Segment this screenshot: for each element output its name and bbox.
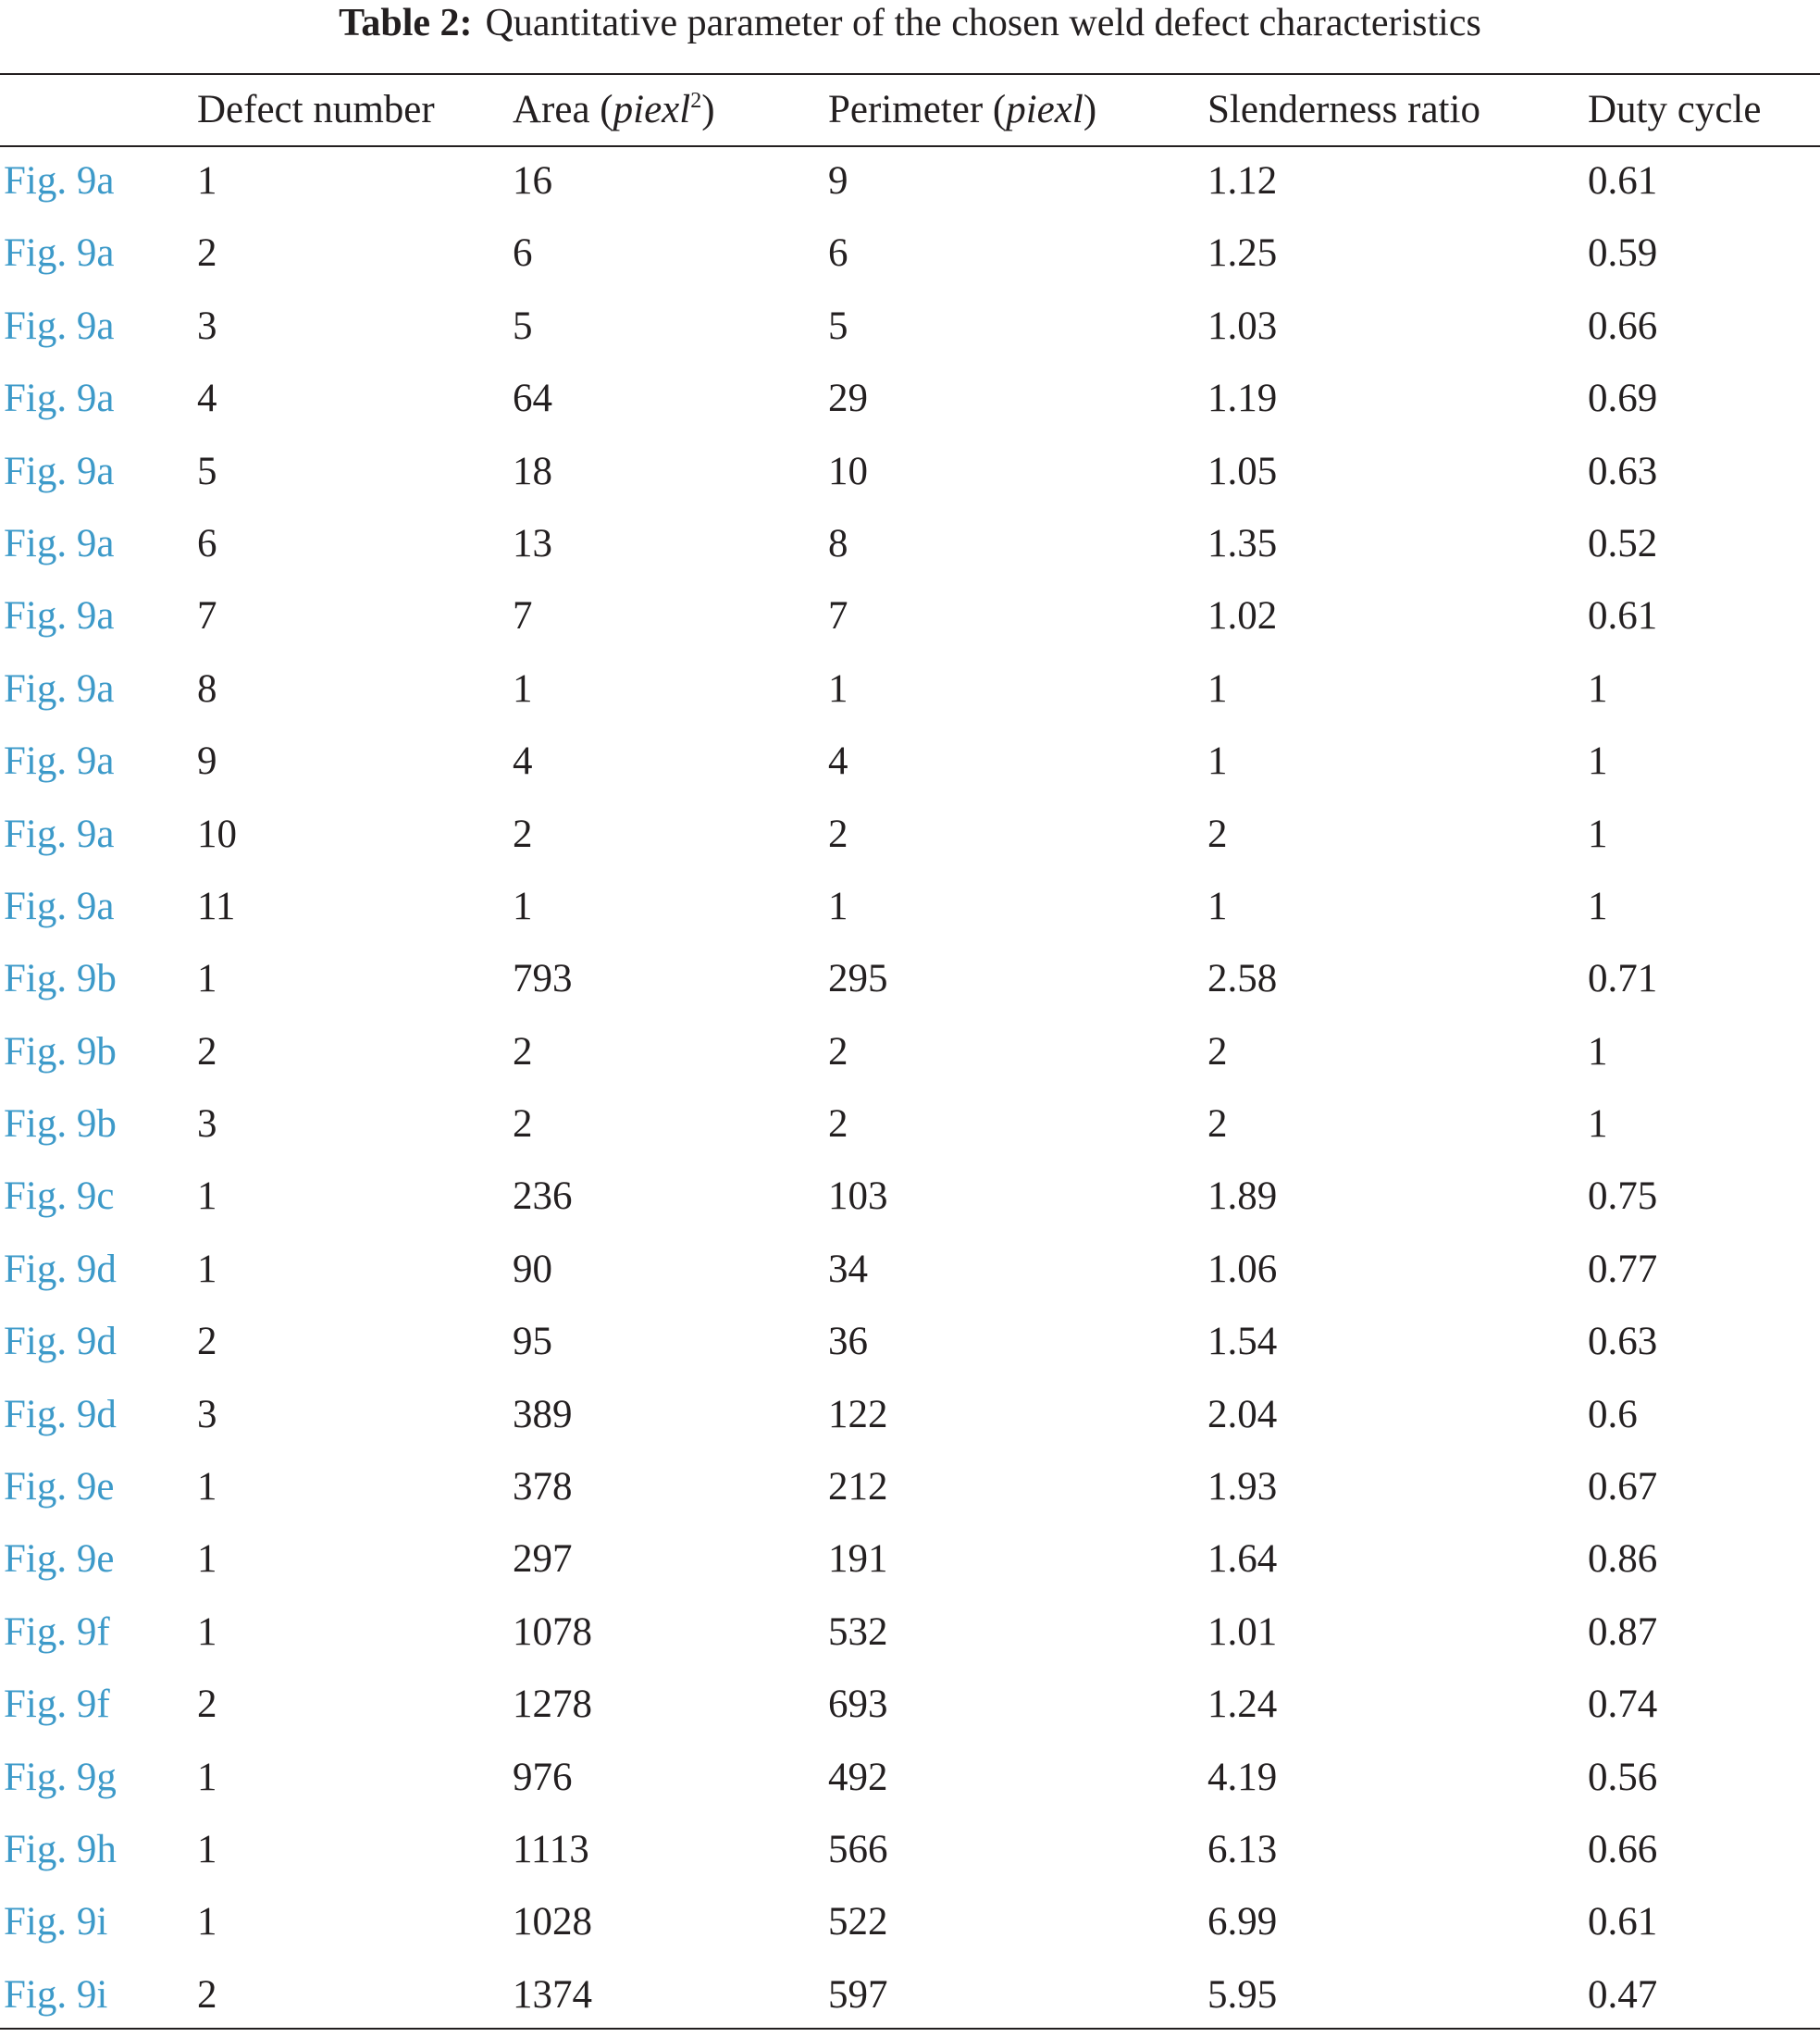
defect-number-cell: 3	[197, 1392, 217, 1436]
perimeter-cell: 10	[828, 449, 868, 493]
defect-number-cell: 1	[197, 1609, 217, 1654]
perimeter-cell: 6	[828, 231, 848, 276]
header-area-suffix: )	[701, 88, 715, 131]
area-cell: 13	[513, 521, 552, 565]
duty-cycle-cell: 0.47	[1588, 1972, 1658, 2017]
table-row	[0, 1965, 1820, 2037]
table-row	[0, 441, 1820, 514]
header-perimeter-prefix: Perimeter (	[828, 88, 1007, 131]
perimeter-cell: 1	[828, 884, 848, 928]
perimeter-cell: 34	[828, 1247, 868, 1291]
perimeter-cell: 103	[828, 1174, 888, 1219]
table-bottom-rule	[0, 2028, 1820, 2030]
duty-cycle-cell: 0.66	[1588, 304, 1658, 348]
table-caption-label: Table 2:	[339, 2, 473, 44]
table-header-row	[0, 77, 1820, 143]
slenderness-cell: 6.13	[1207, 1827, 1278, 1871]
perimeter-cell: 191	[828, 1537, 888, 1582]
slenderness-cell: 2.04	[1207, 1392, 1278, 1436]
slenderness-cell: 1.24	[1207, 1683, 1278, 1727]
figure-link[interactable]: Fig. 9a	[4, 666, 115, 711]
duty-cycle-cell: 1	[1588, 666, 1608, 711]
area-cell: 2	[513, 1029, 533, 1074]
defect-number-cell: 1	[197, 1755, 217, 1799]
area-cell: 793	[513, 957, 573, 1001]
header-slenderness-ratio: Slenderness ratio	[1207, 88, 1480, 131]
perimeter-cell: 2	[828, 1102, 848, 1147]
figure-link[interactable]: Fig. 9a	[4, 231, 115, 276]
area-cell: 6	[513, 231, 533, 276]
perimeter-cell: 522	[828, 1900, 888, 1944]
table-row	[0, 151, 1820, 223]
slenderness-cell: 1.35	[1207, 521, 1278, 565]
table-row	[0, 368, 1820, 441]
slenderness-cell: 2	[1207, 1029, 1228, 1074]
duty-cycle-cell: 0.59	[1588, 231, 1658, 276]
slenderness-cell: 1	[1207, 739, 1228, 784]
table-top-rule	[0, 73, 1820, 75]
table-row	[0, 1674, 1820, 1746]
defect-number-cell: 10	[197, 812, 237, 856]
figure-link[interactable]: Fig. 9e	[4, 1465, 115, 1509]
area-cell: 1374	[513, 1972, 592, 2017]
figure-link[interactable]: Fig. 9g	[4, 1755, 117, 1799]
perimeter-cell: 122	[828, 1392, 888, 1436]
area-cell: 1	[513, 666, 533, 711]
area-cell: 2	[513, 1102, 533, 1147]
table-row	[0, 1747, 1820, 1820]
table-row	[0, 731, 1820, 803]
duty-cycle-cell: 1	[1588, 884, 1608, 928]
table-row	[0, 1166, 1820, 1238]
slenderness-cell: 1.25	[1207, 231, 1278, 276]
defect-number-cell: 3	[197, 304, 217, 348]
perimeter-cell: 492	[828, 1755, 888, 1799]
duty-cycle-cell: 0.56	[1588, 1755, 1658, 1799]
defect-number-cell: 8	[197, 666, 217, 711]
duty-cycle-cell: 0.77	[1588, 1247, 1658, 1291]
area-cell: 1	[513, 884, 533, 928]
header-area	[513, 77, 715, 143]
defect-number-cell: 1	[197, 1465, 217, 1509]
perimeter-cell: 532	[828, 1609, 888, 1654]
area-cell: 5	[513, 304, 533, 348]
area-cell: 7	[513, 594, 533, 639]
defect-number-cell: 11	[197, 884, 236, 928]
figure-link[interactable]: Fig. 9a	[4, 739, 115, 784]
defect-number-cell: 1	[197, 1537, 217, 1582]
table-row	[0, 1022, 1820, 1094]
area-cell: 16	[513, 159, 552, 203]
header-perimeter	[828, 77, 1096, 143]
slenderness-cell: 2.58	[1207, 957, 1278, 1001]
duty-cycle-cell: 0.61	[1588, 594, 1658, 639]
table-row	[0, 223, 1820, 295]
figure-link[interactable]: Fig. 9i	[4, 1900, 108, 1944]
figure-link[interactable]: Fig. 9a	[4, 449, 115, 493]
slenderness-cell: 4.19	[1207, 1755, 1278, 1799]
area-cell: 1278	[513, 1683, 592, 1727]
duty-cycle-cell: 0.61	[1588, 159, 1658, 203]
header-defect-number: Defect number	[197, 88, 435, 131]
figure-link[interactable]: Fig. 9f	[4, 1609, 110, 1654]
defect-number-cell: 5	[197, 449, 217, 493]
slenderness-cell: 1.03	[1207, 304, 1278, 348]
slenderness-cell: 6.99	[1207, 1900, 1278, 1944]
defect-number-cell: 1	[197, 1247, 217, 1291]
table-body	[0, 151, 1820, 2037]
duty-cycle-cell: 0.86	[1588, 1537, 1658, 1582]
table-row	[0, 1529, 1820, 1601]
defect-number-cell: 1	[197, 957, 217, 1001]
figure-link[interactable]: Fig. 9h	[4, 1827, 117, 1871]
area-cell: 1113	[513, 1827, 589, 1871]
perimeter-cell: 4	[828, 739, 848, 784]
duty-cycle-cell: 1	[1588, 1029, 1608, 1074]
table-row	[0, 1892, 1820, 1964]
figure-link[interactable]: Fig. 9a	[4, 304, 115, 348]
area-cell: 95	[513, 1320, 552, 1364]
table-row	[0, 1311, 1820, 1384]
figure-link[interactable]: Fig. 9b	[4, 1102, 117, 1147]
duty-cycle-cell: 0.66	[1588, 1827, 1658, 1871]
area-cell: 18	[513, 449, 552, 493]
slenderness-cell: 1.02	[1207, 594, 1278, 639]
duty-cycle-cell: 0.63	[1588, 1320, 1658, 1364]
slenderness-cell: 1	[1207, 666, 1228, 711]
defect-number-cell: 1	[197, 1174, 217, 1219]
defect-number-cell: 2	[197, 1683, 217, 1727]
figure-link[interactable]: Fig. 9b	[4, 1029, 117, 1074]
defect-number-cell: 4	[197, 377, 217, 421]
table-row	[0, 586, 1820, 658]
perimeter-cell: 8	[828, 521, 848, 565]
table-header-rule	[0, 145, 1820, 147]
defect-number-cell: 3	[197, 1102, 217, 1147]
area-cell: 64	[513, 377, 552, 421]
defect-number-cell: 6	[197, 521, 217, 565]
defect-number-cell: 1	[197, 159, 217, 203]
table-row	[0, 1239, 1820, 1311]
area-cell: 378	[513, 1465, 573, 1509]
perimeter-cell: 36	[828, 1320, 868, 1364]
defect-number-cell: 9	[197, 739, 217, 784]
slenderness-cell: 1.54	[1207, 1320, 1278, 1364]
slenderness-cell: 1.12	[1207, 159, 1278, 203]
area-cell: 2	[513, 812, 533, 856]
defect-number-cell: 7	[197, 594, 217, 639]
perimeter-cell: 693	[828, 1683, 888, 1727]
figure-link[interactable]: Fig. 9c	[4, 1174, 115, 1219]
header-perimeter-unit: piexl	[1006, 88, 1083, 131]
table-caption	[0, 0, 1820, 50]
slenderness-cell: 1.64	[1207, 1537, 1278, 1582]
figure-link[interactable]: Fig. 9f	[4, 1683, 110, 1727]
table-row	[0, 804, 1820, 876]
table-row	[0, 1385, 1820, 1457]
slenderness-cell: 2	[1207, 812, 1228, 856]
slenderness-cell: 1.01	[1207, 1609, 1278, 1654]
slenderness-cell: 1	[1207, 884, 1228, 928]
header-area-unit: piexl	[613, 88, 691, 131]
duty-cycle-cell: 0.75	[1588, 1174, 1658, 1219]
figure-link[interactable]: Fig. 9d	[4, 1320, 117, 1364]
duty-cycle-cell: 0.61	[1588, 1900, 1658, 1944]
perimeter-cell: 2	[828, 1029, 848, 1074]
area-cell: 389	[513, 1392, 573, 1436]
table-row	[0, 296, 1820, 368]
duty-cycle-cell: 0.69	[1588, 377, 1658, 421]
figure-link[interactable]: Fig. 9d	[4, 1392, 117, 1436]
perimeter-cell: 597	[828, 1972, 888, 2017]
header-duty-cycle: Duty cycle	[1588, 88, 1762, 131]
header-area-prefix: Area (	[513, 88, 613, 131]
duty-cycle-cell: 0.71	[1588, 957, 1658, 1001]
area-cell: 976	[513, 1755, 573, 1799]
slenderness-cell: 1.06	[1207, 1247, 1278, 1291]
perimeter-cell: 295	[828, 957, 888, 1001]
table-row	[0, 659, 1820, 731]
duty-cycle-cell: 0.6	[1588, 1392, 1638, 1436]
duty-cycle-cell: 1	[1588, 739, 1608, 784]
perimeter-cell: 29	[828, 377, 868, 421]
figure-link[interactable]: Fig. 9d	[4, 1247, 117, 1291]
table-row	[0, 514, 1820, 586]
slenderness-cell: 1.05	[1207, 449, 1278, 493]
figure-link[interactable]: Fig. 9a	[4, 377, 115, 421]
defect-number-cell: 1	[197, 1827, 217, 1871]
duty-cycle-cell: 0.52	[1588, 521, 1658, 565]
header-area-sup: 2	[690, 89, 702, 113]
table-row	[0, 1094, 1820, 1166]
duty-cycle-cell: 0.74	[1588, 1683, 1658, 1727]
slenderness-cell: 2	[1207, 1102, 1228, 1147]
defect-number-cell: 1	[197, 1900, 217, 1944]
slenderness-cell: 1.19	[1207, 377, 1278, 421]
figure-link[interactable]: Fig. 9a	[4, 159, 115, 203]
duty-cycle-cell: 1	[1588, 812, 1608, 856]
perimeter-cell: 7	[828, 594, 848, 639]
figure-link[interactable]: Fig. 9i	[4, 1972, 108, 2017]
duty-cycle-cell: 0.67	[1588, 1465, 1658, 1509]
perimeter-cell: 212	[828, 1465, 888, 1509]
defect-number-cell: 2	[197, 1029, 217, 1074]
defect-number-cell: 2	[197, 1972, 217, 2017]
perimeter-cell: 566	[828, 1827, 888, 1871]
slenderness-cell: 1.89	[1207, 1174, 1278, 1219]
perimeter-cell: 5	[828, 304, 848, 348]
area-cell: 297	[513, 1537, 573, 1582]
header-perimeter-suffix: )	[1083, 88, 1097, 131]
table-row	[0, 1457, 1820, 1529]
figure-link[interactable]: Fig. 9a	[4, 521, 115, 565]
figure-link[interactable]: Fig. 9e	[4, 1537, 115, 1582]
slenderness-cell: 1.93	[1207, 1465, 1278, 1509]
slenderness-cell: 5.95	[1207, 1972, 1278, 2017]
area-cell: 1028	[513, 1900, 592, 1944]
table-row	[0, 1820, 1820, 1892]
area-cell: 90	[513, 1247, 552, 1291]
table-row	[0, 949, 1820, 1021]
perimeter-cell: 9	[828, 159, 848, 203]
duty-cycle-cell: 0.87	[1588, 1609, 1658, 1654]
area-cell: 1078	[513, 1609, 592, 1654]
table-row	[0, 1602, 1820, 1674]
defect-number-cell: 2	[197, 1320, 217, 1364]
figure-link[interactable]: Fig. 9a	[4, 594, 115, 639]
figure-link[interactable]: Fig. 9a	[4, 812, 115, 856]
defect-number-cell: 2	[197, 231, 217, 276]
area-cell: 4	[513, 739, 533, 784]
table-caption-text: Quantitative parameter of the chosen weld defect characteristics	[485, 2, 1481, 44]
area-cell: 236	[513, 1174, 573, 1219]
figure-link[interactable]: Fig. 9a	[4, 884, 115, 928]
perimeter-cell: 2	[828, 812, 848, 856]
duty-cycle-cell: 0.63	[1588, 449, 1658, 493]
duty-cycle-cell: 1	[1588, 1102, 1608, 1147]
figure-link[interactable]: Fig. 9b	[4, 957, 117, 1001]
perimeter-cell: 1	[828, 666, 848, 711]
table-row	[0, 876, 1820, 949]
